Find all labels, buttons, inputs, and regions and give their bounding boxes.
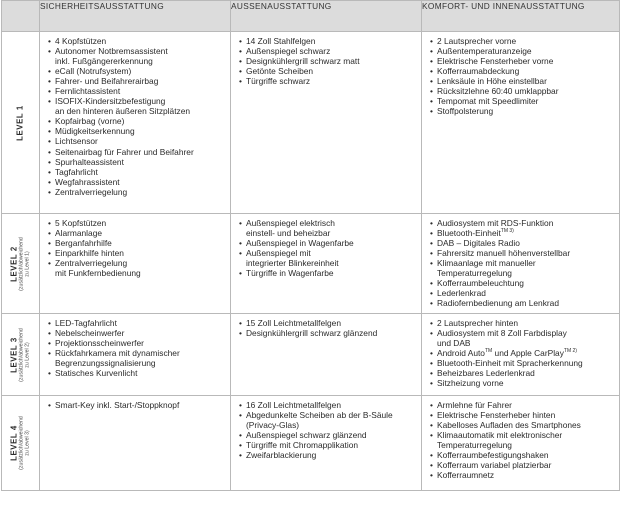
item-text: 16 Zoll Leichtmetallfelgen [246, 400, 341, 410]
list-item [430, 238, 615, 248]
list-item [239, 430, 417, 440]
item-text: Rücksitzlehne 60:40 umklappbar [437, 86, 559, 97]
item-text: 2 Lautsprecher hinten [437, 318, 519, 328]
list-item [239, 410, 417, 420]
list-item [239, 400, 417, 410]
list-item [239, 218, 417, 228]
item-text: Spurhalteassistent [55, 156, 124, 167]
level-note: (zusätzlich/abweichend [18, 327, 25, 382]
level-label [10, 416, 31, 470]
feature-list [422, 214, 619, 310]
item-text: Kabelloses Aufladen des Smartphones [437, 420, 581, 431]
item-text: Außenspiegel in Wagenfarbe [246, 238, 354, 249]
item-text: Zentralverriegelung [55, 258, 128, 269]
list-item [430, 470, 615, 480]
item-text: Lenksäule in Höhe einstellbar [437, 76, 547, 87]
header-aussenausstattung: AUSSENAUSSTATTUNG [231, 1, 422, 32]
item-text: 5 Kopfstützen [55, 218, 107, 228]
item-text: Armlehne für Fahrer [437, 400, 512, 410]
aussen-cell [231, 214, 422, 314]
item-text: Zweifarblackierung [246, 450, 317, 461]
header-komfort-innenausstattung: KOMFORT- UND INNENAUSSTATTUNG [422, 1, 620, 32]
list-item-continuation [48, 268, 226, 278]
list-item [430, 318, 615, 328]
list-item-continuation [430, 268, 615, 278]
list-item [239, 328, 417, 338]
feature-list [40, 314, 230, 380]
list-item [48, 126, 226, 136]
list-item [430, 86, 615, 96]
feature-list [40, 396, 230, 412]
item-text: Außentemperaturanzeige [437, 46, 532, 57]
list-item [48, 136, 226, 146]
header-corner [2, 1, 40, 32]
item-superscript: TM [484, 348, 493, 355]
feature-list [231, 396, 421, 462]
list-item [430, 410, 615, 420]
sicherheit-cell [40, 396, 231, 491]
item-text: Außenspiegel mit [246, 248, 311, 259]
list-item [430, 328, 615, 338]
list-item [48, 318, 226, 328]
item-text: eCall (Notrufsystem) [55, 66, 132, 77]
list-item [430, 66, 615, 76]
feature-list [422, 32, 619, 118]
equipment-table [1, 0, 620, 491]
feature-list [231, 214, 421, 280]
item-text: Lederlenkrad [437, 288, 486, 299]
list-item [239, 66, 417, 76]
list-item [239, 76, 417, 86]
item-text: Tempomat mit Speedlimiter [437, 96, 539, 107]
level-cell [2, 32, 40, 214]
item-text: Kopfairbag (vorne) [55, 116, 125, 127]
list-item [239, 56, 417, 66]
list-item [48, 187, 226, 197]
item-text: Bluetooth-Einheit mit Spracherkennung [437, 358, 583, 369]
list-item [430, 36, 615, 46]
item-text: Außenspiegel elektrisch [246, 218, 335, 228]
list-item [48, 76, 226, 86]
item-text: ISOFIX-Kindersitzbefestigung [55, 96, 166, 107]
list-item [48, 258, 226, 268]
item-text: Kofferraumbeleuchtung [437, 278, 524, 289]
list-item [48, 177, 226, 187]
aussen-cell [231, 32, 422, 214]
item-text: Kofferraumnetz [437, 470, 495, 481]
list-item [430, 248, 615, 258]
item-text: Müdigkeitserkennung [55, 126, 135, 137]
item-text: Fahrer- und Beifahrerairbag [55, 76, 159, 87]
feature-list [40, 32, 230, 199]
item-text: Projektionsscheinwerfer [55, 338, 144, 349]
list-item [430, 278, 615, 288]
level-note: (zusätzlich/abweichend [18, 416, 25, 470]
list-item [239, 268, 417, 278]
list-item [430, 298, 615, 308]
list-item [430, 56, 615, 66]
item-text: Statisches Kurvenlicht [55, 368, 138, 379]
item-text: Einparkhilfe hinten [55, 248, 124, 259]
list-item-continuation [48, 358, 226, 368]
list-item [239, 318, 417, 328]
list-item [430, 368, 615, 378]
level-title: LEVEL 2 [9, 245, 19, 282]
level-row [2, 314, 620, 396]
item-text: (Privacy-Glas) [246, 420, 300, 431]
list-item [48, 86, 226, 96]
item-text: Designkühlergrill schwarz glänzend [246, 328, 378, 339]
item-text: Seitenairbag für Fahrer und Beifahrer [55, 146, 194, 157]
item-text: Kofferraumbefestigungshaken [437, 450, 549, 461]
item-text: Elektrische Fensterheber hinten [437, 410, 556, 421]
list-item [239, 248, 417, 258]
item-text: Radiofernbedienung am Lenkrad [437, 298, 559, 309]
level-row [2, 396, 620, 491]
item-text: integrierter Blinkereinheit [246, 258, 339, 269]
komfort-cell [422, 396, 620, 491]
aussen-cell [231, 396, 422, 491]
list-item [430, 460, 615, 470]
list-item [48, 228, 226, 238]
list-item [48, 338, 226, 348]
list-item [48, 238, 226, 248]
item-text: 15 Zoll Leichtmetallfelgen [246, 318, 341, 328]
level-note: zu Level 3) [23, 430, 30, 456]
list-item [430, 348, 615, 358]
sicherheit-cell [40, 32, 231, 214]
item-text: Zentralverriegelung [55, 186, 128, 197]
list-item [430, 430, 615, 440]
list-item-continuation [430, 440, 615, 450]
item-superscript: TM 2) [563, 348, 577, 355]
feature-list [231, 32, 421, 88]
level-label [10, 237, 31, 291]
item-text: Sitzheizung vorne [437, 378, 504, 389]
komfort-cell [422, 214, 620, 314]
item-text: einstell- und beheizbar [246, 228, 331, 239]
item-text: Türgriffe schwarz [246, 76, 311, 87]
list-item-continuation [239, 228, 417, 238]
item-text: mit Funkfernbedienung [55, 268, 141, 279]
item-text: und Apple CarPlay [492, 348, 564, 359]
item-text: Türgriffe mit Chromapplikation [246, 440, 359, 451]
feature-list [231, 314, 421, 340]
item-text: Stoffpolsterung [437, 106, 494, 117]
item-text: Alarmanlage [55, 228, 103, 239]
feature-list [40, 214, 230, 280]
item-text: Audiosystem mit RDS-Funktion [437, 218, 554, 228]
level-title: LEVEL 3 [9, 336, 19, 373]
list-item [239, 450, 417, 460]
list-item [48, 46, 226, 56]
item-text: Türgriffe in Wagenfarbe [246, 268, 334, 279]
list-item [430, 400, 615, 410]
komfort-cell [422, 32, 620, 214]
list-item [430, 288, 615, 298]
list-item-continuation [239, 258, 417, 268]
list-item-continuation [239, 420, 417, 430]
list-item [430, 96, 615, 106]
item-text: Klimaautomatik mit elektronischer [437, 430, 563, 441]
item-text: Außenspiegel schwarz glänzend [246, 430, 367, 441]
list-item [48, 167, 226, 177]
level-label [16, 105, 25, 141]
level-note: (zusätzlich/abweichend [18, 236, 25, 291]
sicherheit-cell [40, 214, 231, 314]
level-title: LEVEL 1 [15, 104, 25, 141]
list-item [48, 96, 226, 106]
item-text: Beheizbares Lederlenkrad [437, 368, 535, 379]
list-item [48, 368, 226, 378]
item-text: Android Auto [437, 348, 485, 359]
item-text: Klimaanlage mit manueller [437, 258, 536, 269]
item-text: Smart-Key inkl. Start-/Stoppknopf [55, 400, 180, 410]
item-text: DAB – Digitales Radio [437, 238, 520, 249]
item-text: Rückfahrkamera mit dynamischer [55, 348, 180, 359]
level-label [10, 328, 31, 382]
item-text: LED-Tagfahrlicht [55, 318, 117, 328]
list-item [48, 218, 226, 228]
item-text: und DAB [437, 338, 471, 349]
list-item [48, 36, 226, 46]
item-text: 4 Kopfstützen [55, 36, 107, 46]
list-item [48, 400, 226, 410]
list-item [239, 440, 417, 450]
item-text: 14 Zoll Stahlfelgen [246, 36, 316, 46]
list-item-continuation [430, 338, 615, 348]
item-text: Kofferraumabdeckung [437, 66, 520, 77]
item-text: Designkühlergrill schwarz matt [246, 56, 360, 67]
list-item [430, 218, 615, 228]
list-item [430, 358, 615, 368]
level-row [2, 32, 620, 214]
item-text: Elektrische Fensterheber vorne [437, 56, 554, 67]
item-text: an den hinteren äußeren Sitzplätzen [55, 106, 191, 117]
feature-list [422, 396, 619, 482]
item-text: Bluetooth-Einheit [437, 228, 501, 239]
item-text: Begrenzungssignalisierung [55, 358, 156, 369]
list-item [48, 157, 226, 167]
aussen-cell [231, 314, 422, 396]
item-text: Nebelscheinwerfer [55, 328, 125, 339]
sicherheit-cell [40, 314, 231, 396]
item-text: Kofferraum variabel platzierbar [437, 460, 552, 471]
level-note: zu Level 2) [23, 341, 30, 368]
list-item [430, 378, 615, 388]
list-item [239, 46, 417, 56]
list-item [48, 66, 226, 76]
item-text: Temperaturregelung [437, 440, 512, 451]
item-text: Berganfahrhilfe [55, 238, 112, 249]
list-item [48, 116, 226, 126]
list-item [430, 228, 615, 238]
list-item-continuation [48, 106, 226, 116]
item-text: Wegfahrassistent [55, 176, 120, 187]
list-item [48, 348, 226, 358]
item-text: Außenspiegel schwarz [246, 46, 331, 57]
list-item [239, 238, 417, 248]
item-text: Autonomer Notbremsassistent [55, 46, 168, 57]
level-note: zu Level 1) [23, 250, 30, 277]
list-item [48, 147, 226, 157]
list-item [48, 328, 226, 338]
list-item [48, 248, 226, 258]
header-row [2, 1, 620, 32]
item-text: Getönte Scheiben [246, 66, 314, 77]
item-text: Lichtsensor [55, 136, 98, 147]
list-item [430, 46, 615, 56]
item-text: inkl. Fußgängererkennung [55, 56, 153, 67]
level-cell [2, 314, 40, 396]
list-item [430, 106, 615, 116]
list-item [239, 36, 417, 46]
list-item [430, 420, 615, 430]
list-item [430, 76, 615, 86]
feature-list [422, 314, 619, 390]
level-title: LEVEL 4 [9, 425, 19, 461]
item-text: Tagfahrlicht [55, 166, 98, 177]
level-row [2, 214, 620, 314]
item-text: Audiosystem mit 8 Zoll Farbdisplay [437, 328, 567, 339]
list-item [430, 258, 615, 268]
item-text: Fernlichtassistent [55, 86, 121, 97]
item-text: Temperaturregelung [437, 268, 512, 279]
item-superscript: TM 3) [500, 228, 514, 235]
komfort-cell [422, 314, 620, 396]
level-cell [2, 214, 40, 314]
item-text: Fahrersitz manuell höhenverstellbar [437, 248, 571, 259]
list-item-continuation [48, 56, 226, 66]
item-text: Abgedunkelte Scheiben ab der B-Säule [246, 410, 393, 421]
header-sicherheitsausstattung: SICHERHEITSAUSSTATTUNG [40, 1, 231, 32]
item-text: 2 Lautsprecher vorne [437, 36, 517, 46]
level-cell [2, 396, 40, 491]
list-item [430, 450, 615, 460]
